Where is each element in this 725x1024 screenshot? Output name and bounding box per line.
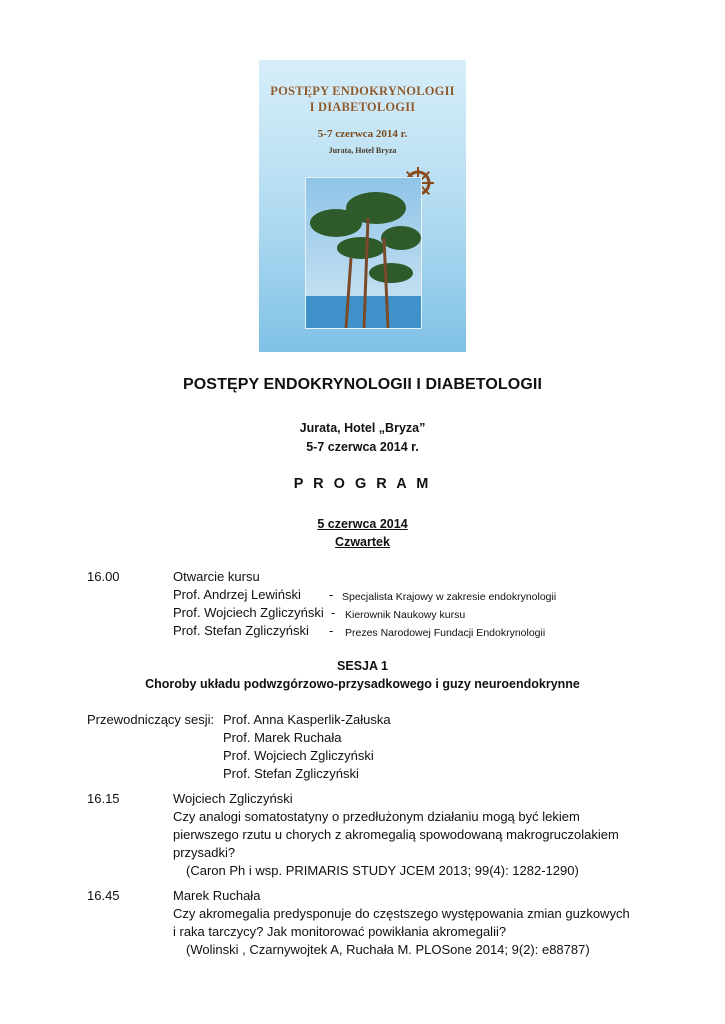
session-title: Choroby układu podwzgórzowo-przysadkowego i guzy neuroendokrynne [145, 677, 580, 691]
opening-person-dash: - [329, 623, 334, 638]
talk-speaker: Marek Ruchała [173, 888, 261, 903]
opening-person-name: Prof. Andrzej Lewiński [173, 587, 301, 602]
talk-title-line: Czy akromegalia predysponuje do częstszego występowania zmian guzkowych [173, 906, 630, 921]
opening-person-dash: - [329, 587, 334, 602]
day-date: 5 czerwca 2014 [317, 517, 408, 531]
poster-title-line2: I DIABETOLOGII [309, 100, 416, 114]
conference-poster [259, 60, 466, 352]
poster-title-line1: POSTĘPY ENDOKRYNOLOGII [270, 84, 455, 98]
opening-person-name: Prof. Wojciech Zgliczyński [173, 605, 324, 620]
opening-person-role: Prezes Narodowej Fundacji Endokrynologii [345, 627, 546, 639]
chairs-label: Przewodniczący sesji: [87, 712, 215, 727]
talk-title-line: Czy analogi somatostatyny o przedłużonym działaniu mogą być lekiem [173, 809, 580, 824]
chair-name: Prof. Anna Kasperlik-Załuska [223, 712, 391, 727]
chair-name: Prof. Stefan Zgliczyński [223, 766, 359, 781]
document-title: POSTĘPY ENDOKRYNOLOGII I DIABETOLOGII [182, 376, 542, 393]
talk-reference: (Wolinski , Czarnywojtek A, Ruchała M. PLOSone 2014; 9(2): e88787) [186, 942, 590, 957]
chair-name: Prof. Wojciech Zgliczyński [223, 748, 374, 763]
opening-person-role: Kierownik Naukowy kursu [345, 609, 466, 621]
opening-title: Otwarcie kursu [173, 569, 260, 584]
opening-person-role: Specjalista Krajowy w zakresie endokrynologii [342, 591, 557, 603]
talk-title-line: i raka tarczycy? Jak monitorować powikłania akromegalii? [173, 924, 507, 939]
poster-date: 5-7 czerwca 2014 r. [317, 128, 408, 140]
pine-trees-sea-photo [305, 177, 422, 329]
talk-speaker: Wojciech Zgliczyński [173, 791, 293, 806]
opening-time: 16.00 [87, 569, 120, 584]
talk-title-line: przysadki? [173, 845, 236, 860]
talk-time: 16.45 [87, 888, 120, 903]
program-heading: P R O G R A M [293, 476, 432, 492]
opening-person-name: Prof. Stefan Zgliczyński [173, 623, 309, 638]
poster-place: Jurata, Hotel Bryza [328, 146, 397, 155]
talk-reference: (Caron Ph i wsp. PRIMARIS STUDY JCEM 2013; 99(4): 1282-1290) [186, 863, 579, 878]
session-label: SESJA 1 [337, 659, 388, 673]
opening-person-dash: - [331, 605, 336, 620]
talk-title-line: pierwszego rzutu u chorych z akromegalią spowodowaną makrogruczolakiem [173, 827, 619, 842]
event-dates: 5-7 czerwca 2014 r. [306, 440, 419, 454]
chair-name: Prof. Marek Ruchała [223, 730, 342, 745]
event-location: Jurata, Hotel „Bryza” [299, 421, 426, 435]
day-name: Czwartek [335, 535, 390, 549]
talk-time: 16.15 [87, 791, 120, 806]
